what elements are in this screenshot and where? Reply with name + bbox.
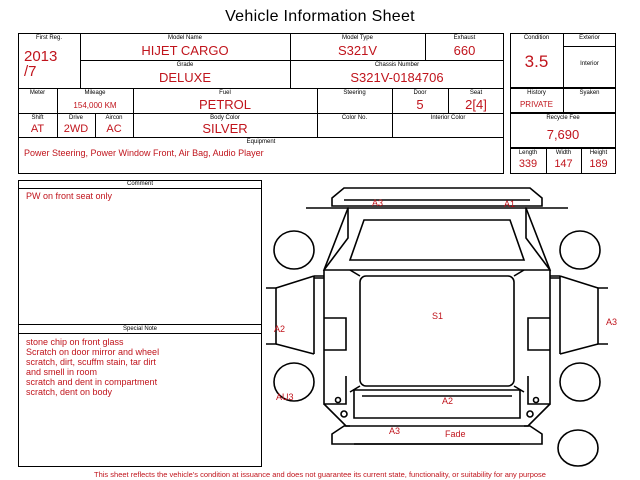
sheet-title: Vehicle Information Sheet [225,8,415,25]
history-value: PRIVATE [519,100,554,109]
width-label: Width [555,150,572,156]
door-label: Door [413,90,427,96]
grade-value: DELUXE [158,70,212,85]
roof [360,276,514,386]
drive-label: Drive [68,115,83,121]
mileage-value: 154,000 KM [73,101,117,110]
recycle-fee-label: Recycle Fee [546,115,580,121]
mark-left-side-a2: A2 [274,324,286,334]
recycle-fee-value: 7,690 [546,127,580,142]
shift-label: Shift [31,115,44,121]
mark-roof-s1: S1 [432,311,444,321]
aircon-value: AC [106,123,122,135]
length-value: 339 [518,158,538,170]
fuel-label: Fuel [219,90,231,96]
rear-right-wheel [560,363,600,401]
mark-front-bumper-a1: A1 [504,199,516,209]
shift-value: AT [30,123,45,135]
door-value: 5 [416,97,424,112]
length-label: Length [518,150,538,156]
interior-color-label: Interior Color [430,115,466,121]
car-damage-diagram [266,178,620,468]
front-left-wheel [274,231,314,269]
condition-label: Condition [523,35,550,41]
special-note-text: stone chip on front glass Scratch on door mirror and wheel scratch, dirt, scuffm stain, tar dirt and smell in room scratch and dent in compartment scratch, dent on body [26,337,160,397]
mark-rear-bumper-a3: A3 [389,426,401,436]
height-value: 189 [589,158,608,170]
rear-window [354,390,520,418]
width-value: 147 [554,158,573,170]
front-right-wheel [560,231,600,269]
condition-value: 3.5 [524,52,549,71]
mileage-label: Mileage [84,90,106,96]
right-side-body [528,270,550,404]
seat-label: Seat [469,90,483,96]
equipment-value: Power Steering, Power Window Front, Air Bag, Audio Player [24,148,264,158]
syaken-label: Syaken [579,90,600,96]
aircon-label: Aircon [105,115,123,121]
exterior-label: Exterior [579,35,600,41]
seat-value: 2[4] [465,97,487,112]
history-label: History [527,90,546,96]
spare-wheel [558,430,598,466]
fuel-value: PETROL [198,97,251,112]
exhaust-label: Exhaust [453,35,476,41]
left-side-body [324,270,346,404]
height-label: Height [589,150,608,156]
model-name-label: Model Name [167,35,202,41]
mark-right-side-a3: A3 [606,317,618,327]
color-no-label: Color No. [341,115,368,121]
mark-rear-left-au3: AU3 [276,392,294,402]
steering-label: Steering [343,90,366,96]
exhaust-value: 660 [453,43,476,58]
chassis-number-label: Chassis Number [374,62,420,68]
grade-label: Grade [176,62,194,68]
first-reg-value: 2013 /7 [24,48,58,80]
model-name-value: HIJET CARGO [141,43,229,58]
footer-disclaimer: This sheet reflects the vehicle's condition at issuance and does not guarantee its current state, functionality, or suitability for any purpose [94,470,546,479]
interior-label: Interior [580,61,599,67]
model-type-value: S321V [337,43,378,58]
chassis-number-value: S321V-0184706 [350,70,444,85]
body-color-value: SILVER [202,121,248,136]
first-reg-label: First Reg. [35,35,62,41]
mark-rear-bumper-fade: Fade [445,429,466,439]
meter-label: Meter [29,90,46,96]
equipment-label: Equipment [246,139,276,145]
mark-front-bumper-a3: A3 [372,198,384,208]
body-color-label: Body Color [210,115,240,121]
model-type-label: Model Type [342,35,373,41]
mark-rear-a2: A2 [442,396,454,406]
comment-label: Comment [126,181,153,187]
comment-text: PW on front seat only [26,191,113,201]
rear-bumper [332,426,542,444]
special-note-label: Special Note [122,326,158,332]
drive-value: 2WD [63,123,89,135]
